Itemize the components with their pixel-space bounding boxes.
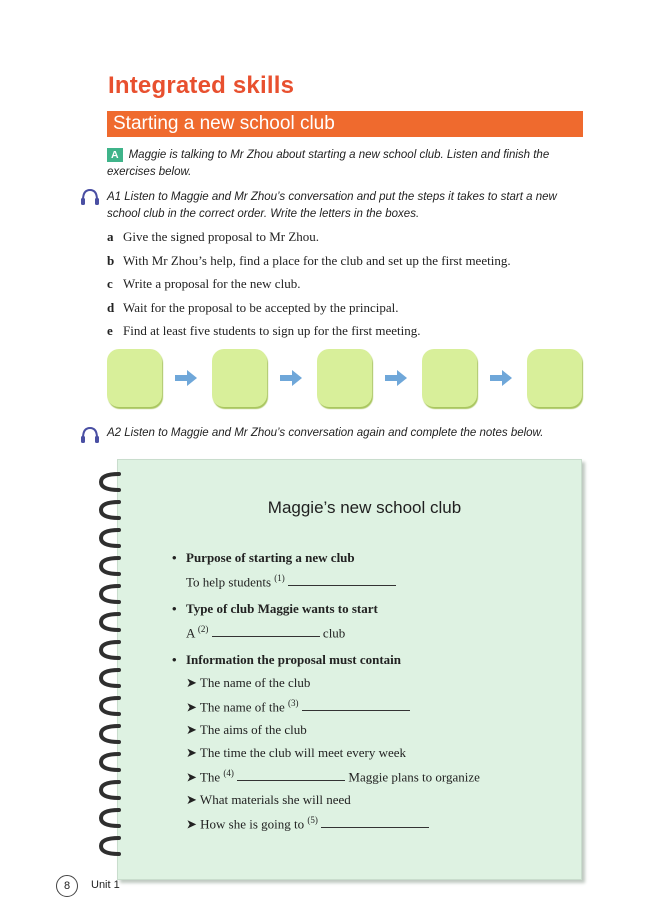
sub-item: ➤ What materials she will need bbox=[186, 792, 351, 807]
answer-box[interactable] bbox=[107, 349, 162, 407]
note-line-2: A $^{(2)}$ club bbox=[186, 624, 346, 641]
arrow-right-icon bbox=[280, 370, 302, 386]
blank-4[interactable] bbox=[237, 769, 345, 781]
a1-line1: A1 Listen to Maggie and Mr Zhou’s conversation and put the steps it takes to start a new bbox=[107, 191, 557, 203]
section-title: Integrated skills bbox=[108, 72, 295, 99]
answer-box[interactable] bbox=[422, 349, 477, 407]
answer-box[interactable] bbox=[527, 349, 582, 407]
list-item bbox=[107, 275, 511, 299]
sub-item: ➤ The time the club will meet every week bbox=[186, 745, 407, 760]
page-number: 8 bbox=[56, 875, 78, 897]
arrow-right-icon bbox=[385, 370, 407, 386]
step-list bbox=[107, 228, 511, 346]
section-letter-badge: A bbox=[107, 148, 123, 162]
step-text: Give the signed proposal to Mr Zhou. bbox=[123, 229, 320, 244]
notebook-title: Maggie’s new school club bbox=[267, 498, 462, 517]
step-letter: d bbox=[107, 299, 115, 315]
list-item bbox=[107, 322, 511, 346]
unit-label: Unit 1 bbox=[91, 879, 120, 891]
section-a-instructions bbox=[107, 147, 577, 181]
sub-item: ➤ The name of the $^{(3)}$ bbox=[186, 698, 410, 715]
a1-line2: school club in the correct order. Write the letters in the boxes. bbox=[107, 208, 420, 220]
spiral-binding-icon bbox=[97, 460, 145, 860]
step-letter: e bbox=[107, 323, 113, 338]
notebook bbox=[117, 459, 582, 880]
answer-box[interactable] bbox=[212, 349, 267, 407]
sub-item: ➤ How she is going to $^{(5)}$ bbox=[186, 815, 429, 832]
answer-box-row bbox=[107, 349, 585, 409]
list-item bbox=[107, 252, 511, 276]
blank-1[interactable] bbox=[288, 574, 396, 586]
step-text: Wait for the proposal to be accepted by the principal. bbox=[123, 299, 399, 315]
section-a-text: Maggie is talking to Mr Zhou about starting a new school club. Listen and finish the exercises below. bbox=[107, 149, 550, 178]
bullet-info: • Information the proposal must contain bbox=[172, 652, 402, 667]
list-item bbox=[107, 228, 511, 252]
bullet-type: • Type of club Maggie wants to start bbox=[172, 601, 378, 616]
lesson-banner: Starting a new school club bbox=[107, 111, 583, 137]
note-line-1: To help students $^{(1)}$ bbox=[186, 573, 396, 590]
arrow-right-icon bbox=[175, 370, 197, 386]
step-letter: c bbox=[107, 276, 113, 291]
a2-instructions: A2 Listen to Maggie and Mr Zhou’s conversation again and complete the notes below. bbox=[107, 427, 544, 439]
sub-item: ➤ The $^{(4)}$ Maggie plans to organize bbox=[186, 768, 480, 785]
answer-box[interactable] bbox=[317, 349, 372, 407]
sub-item: ➤ The aims of the club bbox=[186, 722, 307, 737]
a1-instructions bbox=[107, 189, 577, 223]
sub-item: ➤ The name of the club bbox=[186, 675, 311, 690]
bullet-purpose: • Purpose of starting a new club bbox=[172, 550, 355, 565]
blank-5[interactable] bbox=[321, 816, 429, 828]
list-item bbox=[107, 299, 511, 323]
step-text: Write a proposal for the new club. bbox=[123, 276, 301, 291]
headphones-icon bbox=[80, 188, 100, 206]
step-letter: a bbox=[107, 229, 114, 244]
arrow-right-icon bbox=[490, 370, 512, 386]
step-letter: b bbox=[107, 252, 115, 268]
blank-2[interactable] bbox=[212, 625, 320, 637]
step-text: Find at least five students to sign up for the first meeting. bbox=[123, 323, 421, 338]
headphones-icon bbox=[80, 426, 100, 444]
blank-3[interactable] bbox=[302, 699, 410, 711]
step-text: With Mr Zhou’s help, find a place for the club and set up the first meeting. bbox=[123, 252, 511, 268]
